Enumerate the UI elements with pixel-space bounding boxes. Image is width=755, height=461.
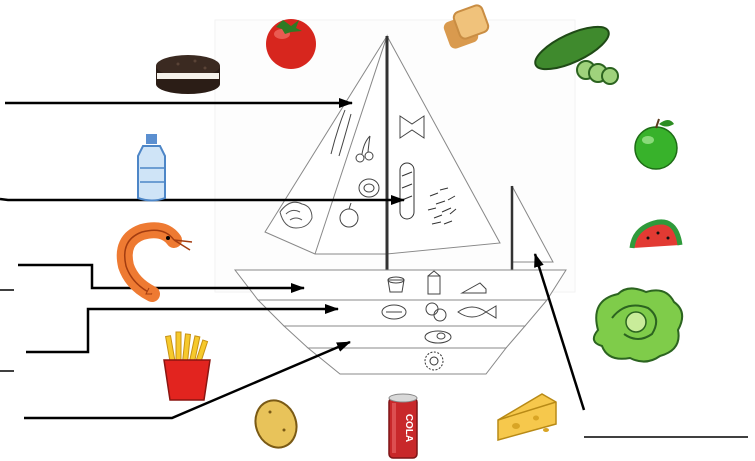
shrimp-picture bbox=[125, 230, 192, 294]
watermelon-slice-picture bbox=[632, 222, 680, 248]
apple-picture bbox=[635, 119, 677, 169]
hull-row-dairy bbox=[235, 270, 566, 300]
water-bottle-picture bbox=[138, 134, 165, 201]
hull-row-proteins bbox=[258, 300, 547, 326]
chocolate-sandwich-cookie-picture bbox=[156, 55, 220, 94]
potato-picture bbox=[249, 395, 303, 454]
hull-row-eggs bbox=[284, 326, 525, 348]
hull-row-oils bbox=[308, 348, 506, 374]
bread-loaf-icon bbox=[400, 163, 414, 219]
lettuce-picture bbox=[594, 288, 682, 361]
arrow-to-right-sail bbox=[0, 199, 404, 200]
cola-can-picture bbox=[389, 394, 417, 458]
french-fries-picture bbox=[164, 332, 210, 400]
cheese-wedge-picture bbox=[498, 394, 556, 440]
cola-label: COLA bbox=[403, 413, 414, 443]
tomato-picture bbox=[266, 19, 316, 69]
